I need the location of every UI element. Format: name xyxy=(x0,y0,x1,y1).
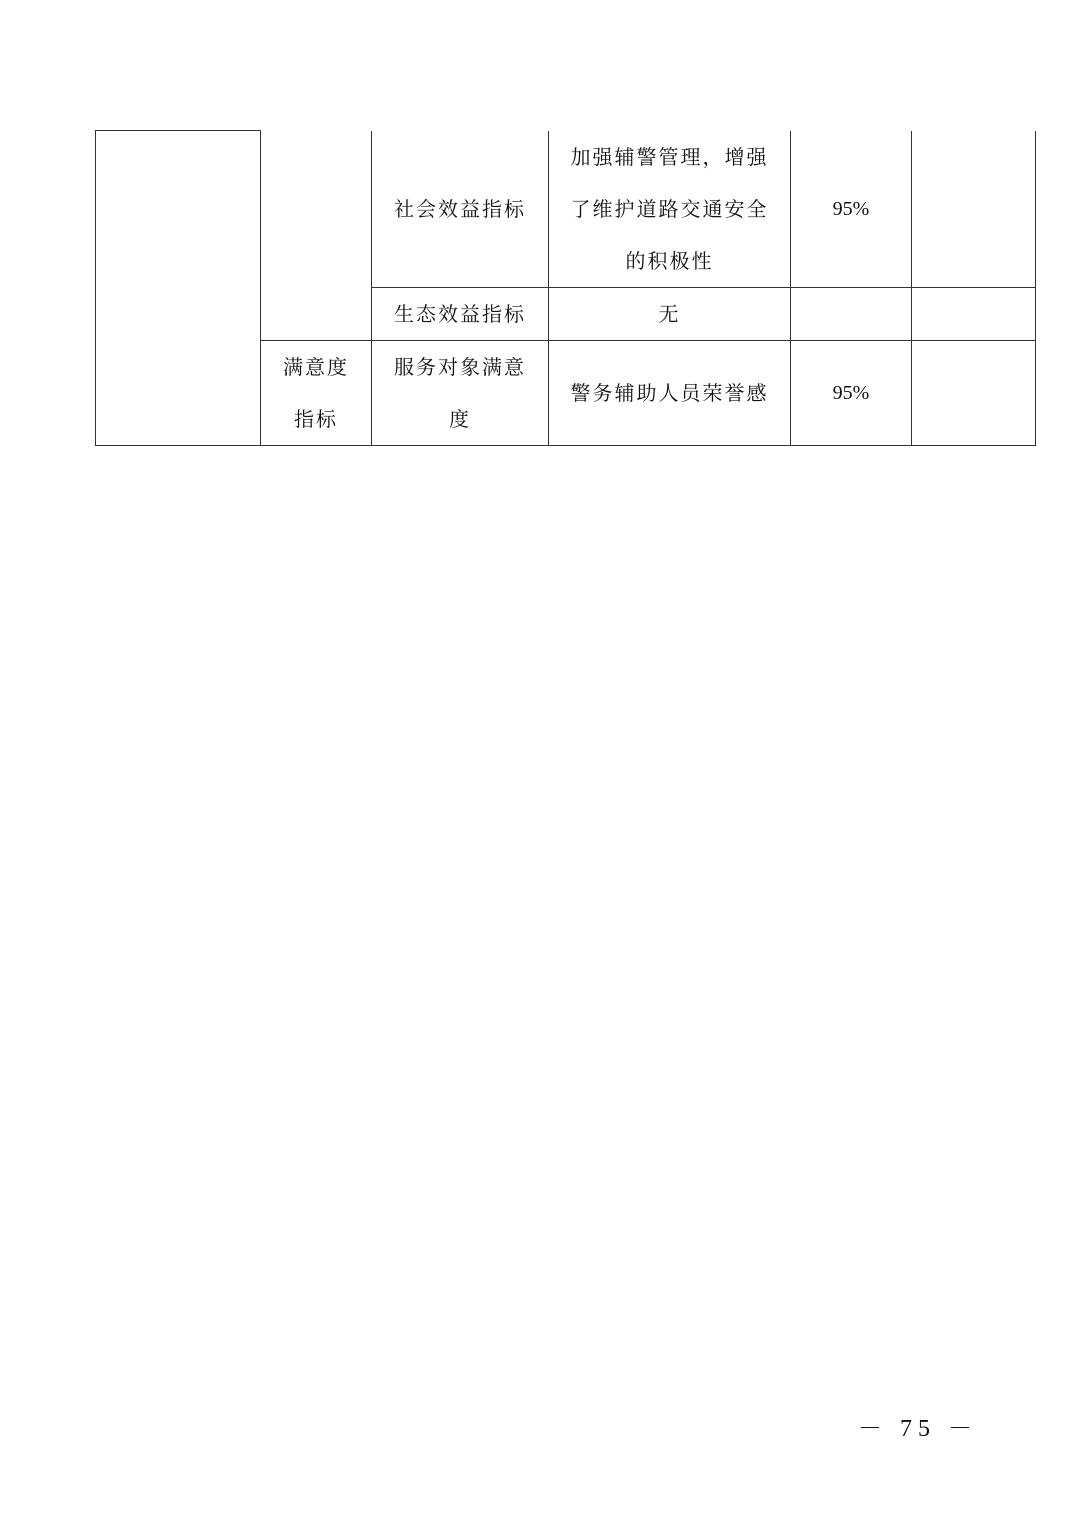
performance-indicator-table xyxy=(95,130,1036,446)
indicator-note-cell xyxy=(912,288,1036,341)
sub-indicator-cell xyxy=(372,131,549,288)
indicator-content-text: 警务辅助人员荣誉感 xyxy=(570,381,769,405)
indicator-value-cell xyxy=(791,131,912,288)
indicator-content-text: 加强辅警管理，增强了维护道路交通安全的积极性 xyxy=(570,144,769,273)
indicator-value-text: 95% xyxy=(832,197,870,220)
indicator-content-cell xyxy=(549,131,791,288)
sub-indicator-text: 生态效益指标 xyxy=(394,302,526,326)
level-two-indicator-cell xyxy=(261,131,372,341)
category-text: 满意度指标 xyxy=(283,355,349,431)
indicator-content-cell xyxy=(549,341,791,446)
page-number: － 75 － xyxy=(858,1416,978,1442)
level-one-indicator-cell xyxy=(96,131,261,446)
table-row xyxy=(96,131,1036,288)
level-two-indicator-cell xyxy=(261,341,372,446)
sub-indicator-text: 服务对象满意度 xyxy=(394,355,526,431)
indicator-content-cell xyxy=(549,288,791,341)
sub-indicator-text: 社会效益指标 xyxy=(394,196,526,221)
indicator-content-text: 无 xyxy=(658,302,681,326)
indicator-value-text: 95% xyxy=(832,382,870,404)
sub-indicator-cell xyxy=(372,288,549,341)
indicator-value-cell xyxy=(791,341,912,446)
indicator-value-cell xyxy=(791,288,912,341)
sub-indicator-cell xyxy=(372,341,549,446)
indicator-note-cell xyxy=(912,131,1036,288)
indicator-note-cell xyxy=(912,341,1036,446)
